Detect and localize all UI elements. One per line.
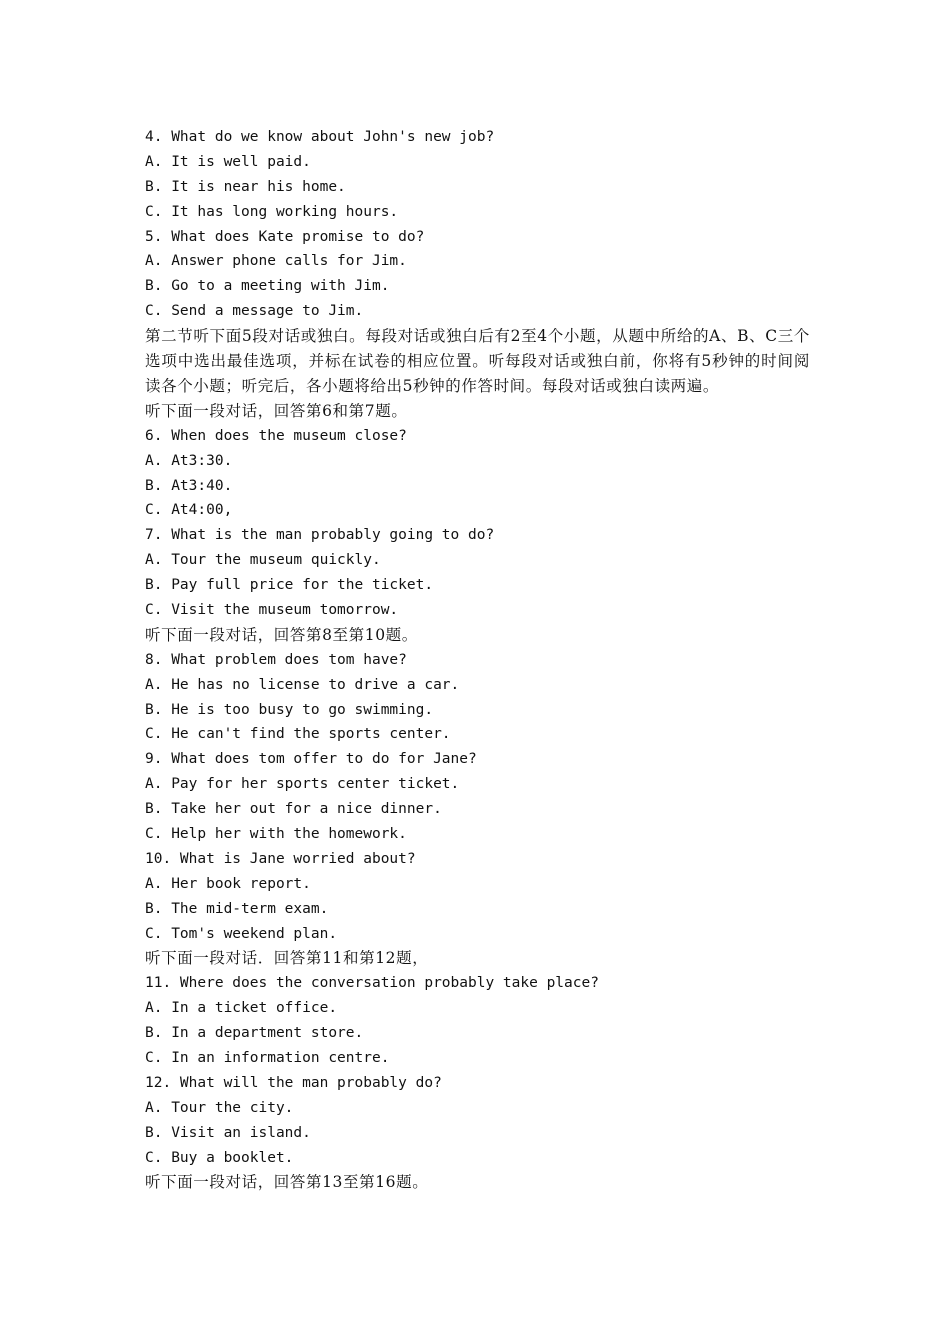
option-5a: A. Answer phone calls for Jim. [145, 253, 407, 270]
question-5: 5. What does Kate promise to do? [145, 228, 425, 245]
group-heading-11-12: 听下面一段对话．回答第11和第12题， [145, 949, 429, 968]
option-6b: B. At3:40. [145, 477, 233, 494]
group-heading-13-16: 听下面一段对话，回答第13至第16题。 [145, 1173, 429, 1192]
option-10b: B. The mid-term exam. [145, 900, 329, 917]
option-6c: C. At4:00, [145, 502, 233, 519]
option-11a: A. In a ticket office. [145, 1000, 338, 1017]
option-4a: A. It is well paid. [145, 153, 311, 170]
option-12b: B. Visit an island. [145, 1124, 311, 1141]
option-10a: A. Her book report. [145, 875, 311, 892]
option-11c: C. In an information centre. [145, 1050, 390, 1066]
document-body [145, 125, 810, 1195]
group-heading-6-7: 听下面一段对话，回答第6和第7题。 [145, 401, 408, 420]
option-6a: A. At3:30. [145, 452, 233, 469]
question-7: 7. What is the man probably going to do? [145, 527, 495, 544]
question-8: 8. What problem does tom have? [145, 651, 407, 668]
question-11: 11. Where does the conversation probably take place? [145, 975, 599, 992]
question-4: 4. What do we know about John's new job? [145, 129, 495, 145]
option-8b: B. He is too busy to go swimming. [145, 701, 434, 718]
option-8c: C. He can't find the sports center. [145, 726, 451, 743]
option-5b: B. Go to a meeting with Jim. [145, 278, 390, 295]
group-heading-8-10: 听下面一段对话，回答第8至第10题。 [145, 625, 418, 644]
question-9: 9. What does tom offer to do for Jane? [145, 751, 477, 768]
option-10c: C. Tom's weekend plan. [145, 925, 338, 942]
option-8a: A. He has no license to drive a car. [145, 676, 460, 693]
question-10: 10. What is Jane worried about? [145, 850, 416, 867]
option-9b: B. Take her out for a nice dinner. [145, 801, 442, 818]
option-5c: C. Send a message to Jim. [145, 303, 364, 320]
option-11b: B. In a department store. [145, 1025, 364, 1042]
section-two-instructions: 第二节听下面5段对话或独白。每段对话或独白后有2至4个小题，从题中所给的A、B、C三个选项中选出最佳选项，并标在试卷的相应位置。听每段对话或独白前，你将有5秒钟的时间阅读各个小题；听完后，各小题将给出5秒钟的作答时间。每段对话或独白读两遍。 [145, 327, 810, 395]
option-7c: C. Visit the museum tomorrow. [145, 601, 399, 618]
option-7a: A. Tour the museum quickly. [145, 552, 381, 569]
option-7b: B. Pay full price for the ticket. [145, 577, 434, 594]
option-9a: A. Pay for her sports center ticket. [145, 776, 460, 793]
option-4c: C. It has long working hours. [145, 203, 399, 220]
option-12c: C. Buy a booklet. [145, 1149, 294, 1166]
option-12a: A. Tour the city. [145, 1099, 294, 1116]
question-6: 6. When does the museum close? [145, 427, 407, 444]
option-9c: C. Help her with the homework. [145, 825, 407, 842]
question-12: 12. What will the man probably do? [145, 1074, 442, 1091]
option-4b: B. It is near his home. [145, 178, 346, 195]
